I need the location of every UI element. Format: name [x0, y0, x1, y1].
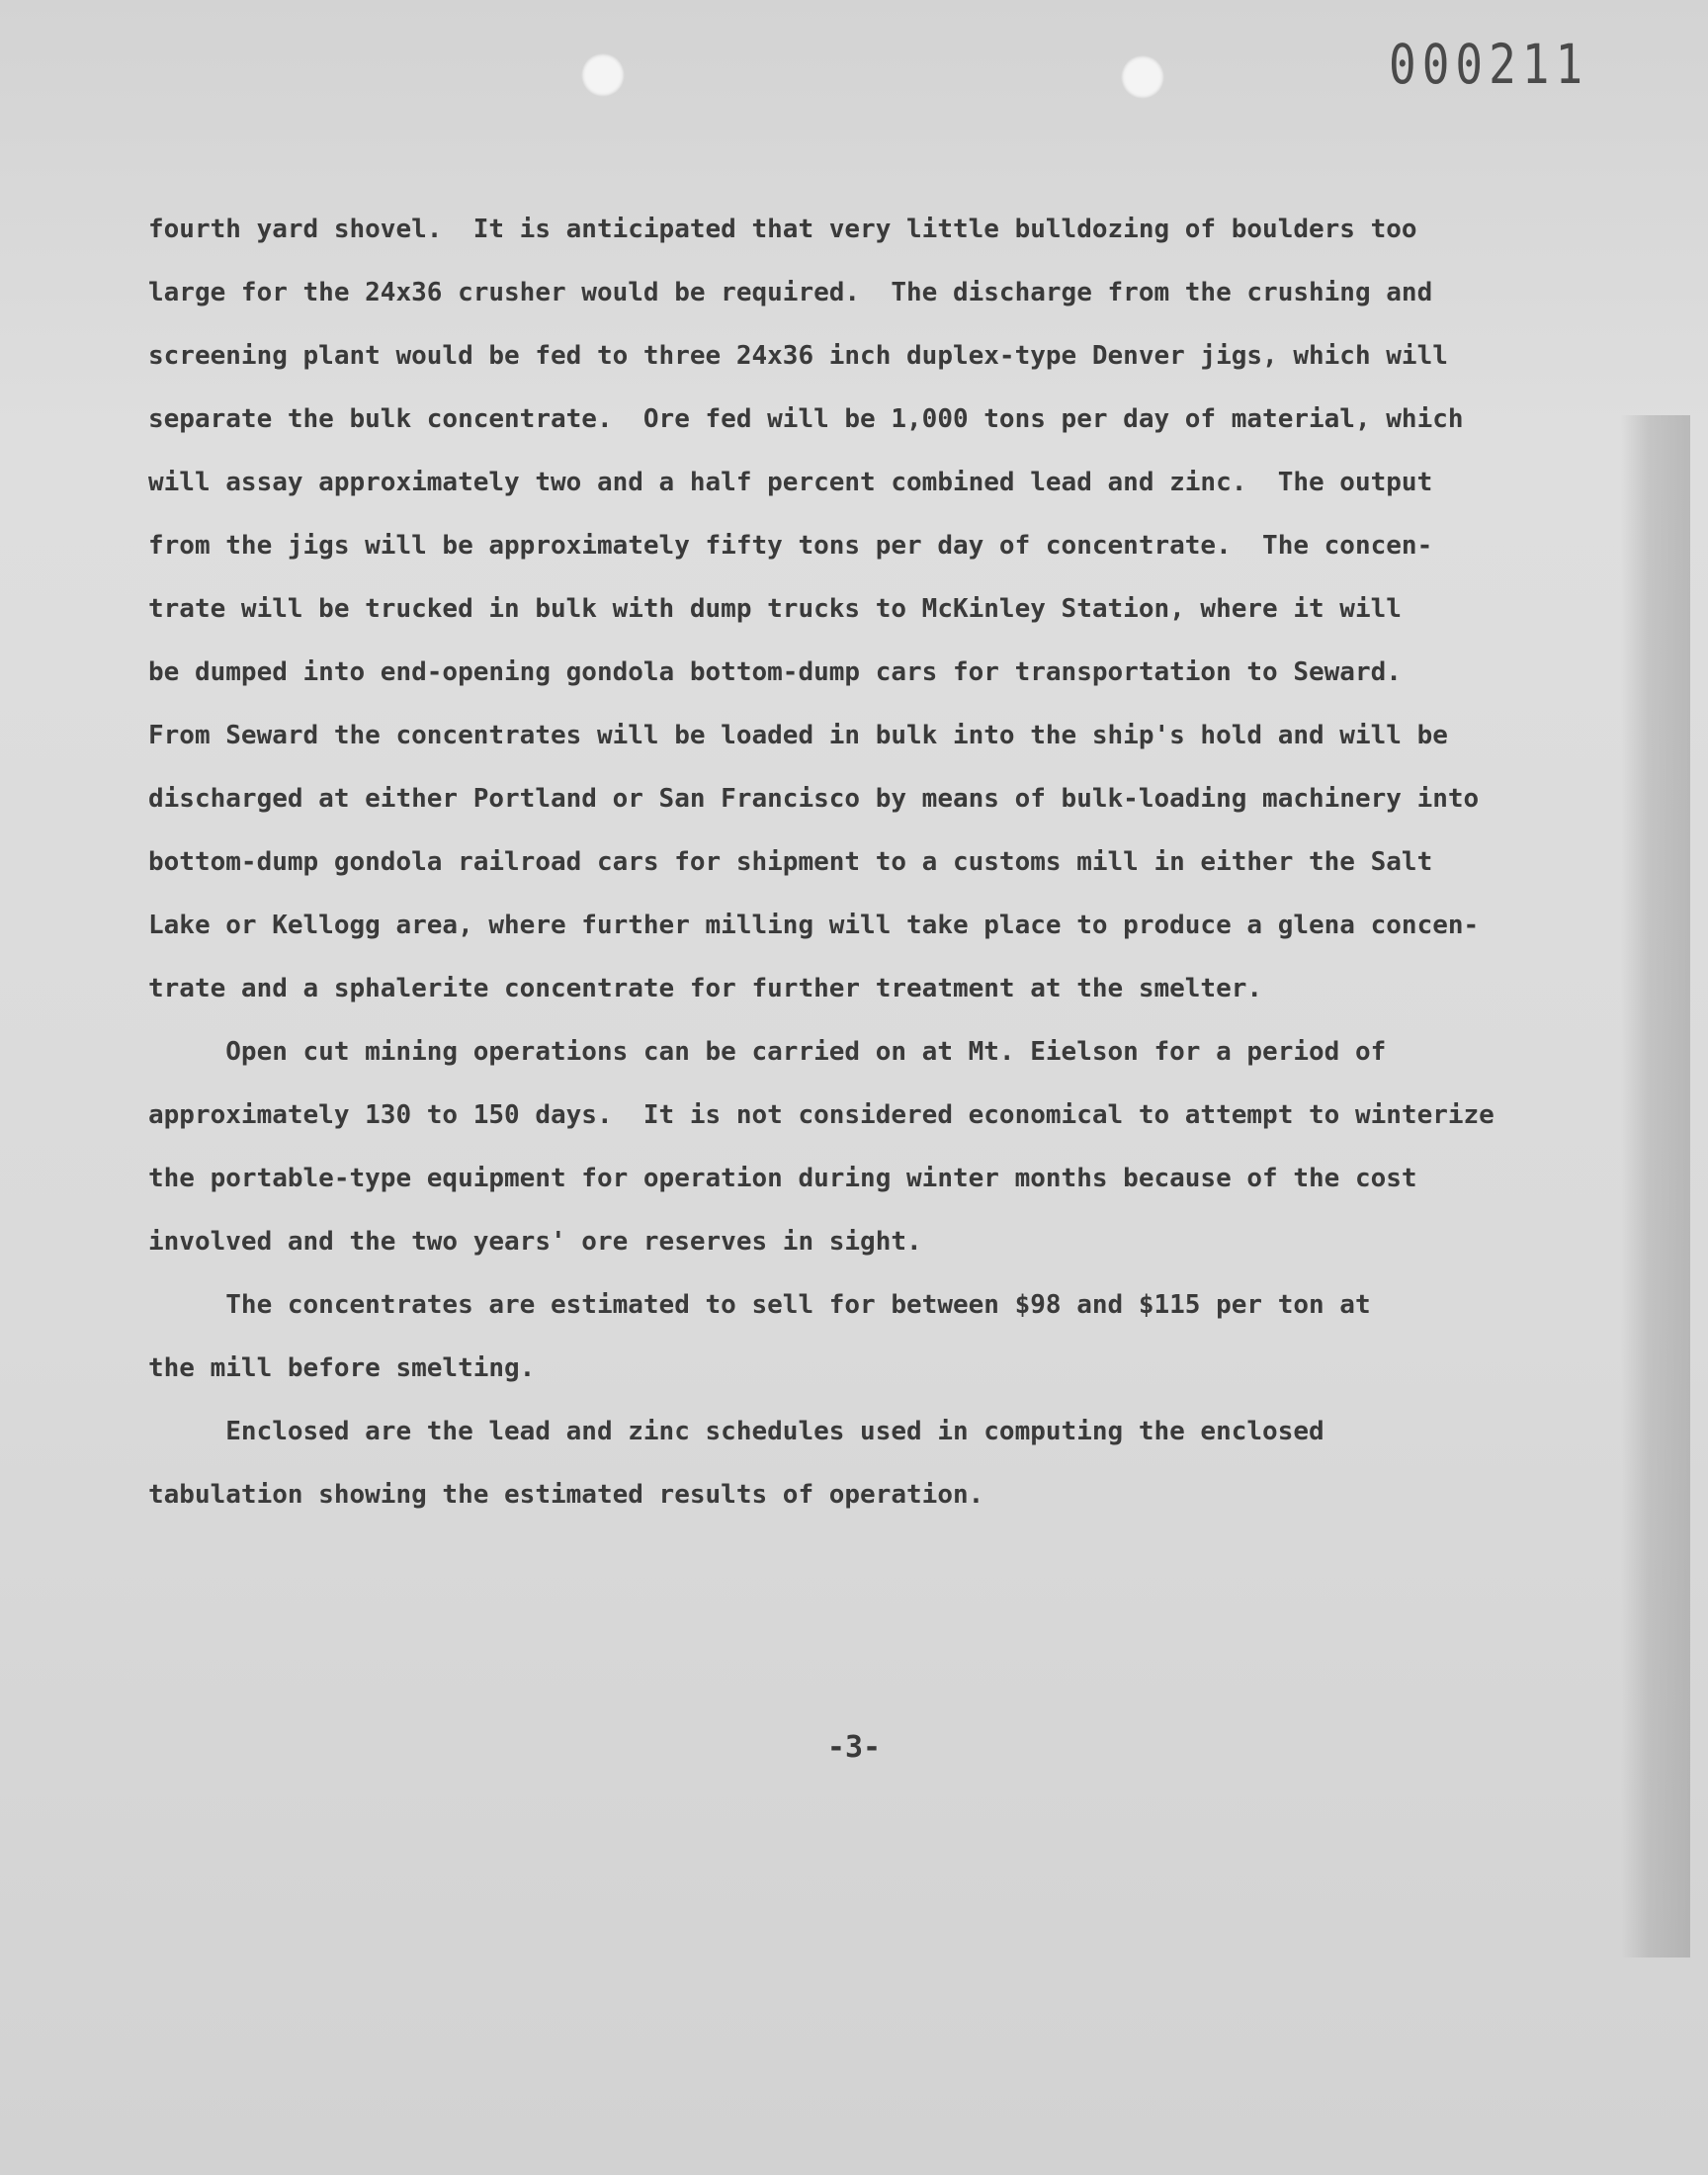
scan-shadow [1621, 415, 1690, 1958]
paragraph-2 [148, 1020, 1601, 1273]
text-line: Lake or Kellogg area, where further milling will take place to produce a glena concen- [148, 911, 1480, 940]
text-line: screening plant would be fed to three 24x36 inch duplex-type Denver jigs, which will [148, 341, 1448, 371]
text-line: the mill before smelting. [148, 1353, 536, 1383]
text-line: involved and the two years' ore reserves in sight. [148, 1227, 922, 1257]
text-line: separate the bulk concentrate. Ore fed will be 1,000 tons per day of material, which [148, 404, 1464, 434]
text-line: be dumped into end-opening gondola bottom-dump cars for transportation to Seward. [148, 657, 1402, 687]
text-line: The concentrates are estimated to sell for between $98 and $115 per ton at [148, 1290, 1371, 1320]
text-line: from the jigs will be approximately fifty tons per day of concentrate. The concen- [148, 531, 1433, 561]
paragraph-3 [148, 1273, 1601, 1400]
paragraph-1 [148, 198, 1601, 1020]
text-line: bottom-dump gondola railroad cars for shipment to a customs mill in either the Salt [148, 847, 1433, 877]
text-line: discharged at either Portland or San Francisco by means of bulk-loading machinery into [148, 784, 1480, 814]
text-line: large for the 24x36 crusher would be required. The discharge from the crushing and [148, 278, 1433, 307]
text-line: tabulation showing the estimated results of operation. [148, 1480, 984, 1510]
paragraph-4 [148, 1400, 1601, 1526]
text-line: will assay approximately two and a half percent combined lead and zinc. The output [148, 468, 1433, 497]
text-line: Open cut mining operations can be carried on at Mt. Eielson for a period of [148, 1037, 1387, 1067]
text-line: trate and a sphalerite concentrate for further treatment at the smelter. [148, 974, 1263, 1003]
punch-hole-left [581, 53, 625, 97]
text-line: Enclosed are the lead and zinc schedules used in computing the enclosed [148, 1417, 1324, 1446]
text-line: approximately 130 to 150 days. It is not considered economical to attempt to winterize [148, 1100, 1494, 1130]
page-number: -3- [826, 1730, 882, 1765]
text-line: the portable-type equipment for operation during winter months because of the cost [148, 1164, 1417, 1193]
text-line: From Seward the concentrates will be loaded in bulk into the ship's hold and will be [148, 721, 1448, 750]
text-line: trate will be trucked in bulk with dump trucks to McKinley Station, where it will [148, 594, 1402, 624]
text-line: fourth yard shovel. It is anticipated that very little bulldozing of boulders too [148, 215, 1417, 244]
body-text [148, 198, 1601, 1526]
document-number-stamp: 000211 [1389, 32, 1589, 97]
punch-hole-right [1121, 55, 1164, 99]
